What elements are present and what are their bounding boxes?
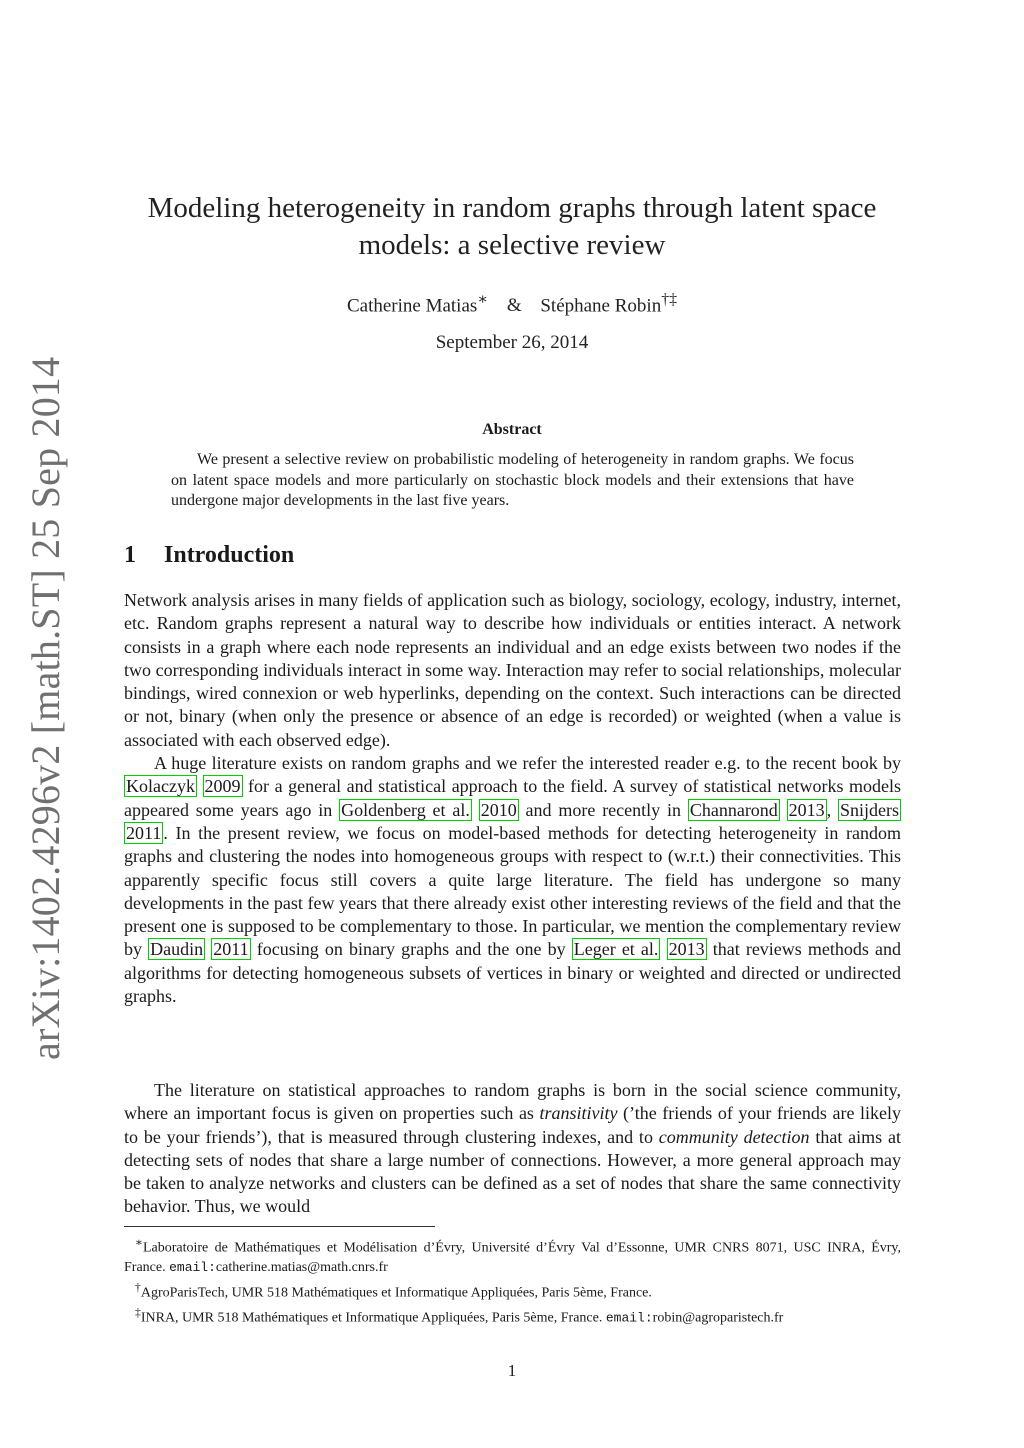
email-label: email:	[605, 1310, 653, 1326]
title-line-1: Modeling heterogeneity in random graphs through latent space	[147, 192, 877, 224]
citation-link-snijders[interactable]: Snijders	[840, 799, 900, 820]
abstract-text: We present a selective review on probabilistic modeling of heterogeneity in random graphs. We focus on latent space models and more particularly on stochastic block models and their extensions that have undergone major developments in the last five years.	[171, 451, 854, 509]
text-span: . In the present review, we focus on model-based methods for detecting heterogeneity in random graphs and clustering the nodes into homogeneous groups with respect to (w.r.t.) their connectivities. This apparently specific focus still covers a quite large literature. The field has undergone so many developments in the past few years that there already exist other interesting reviews of the field and that the present one is supposed to be complementary to those. In particular, we mention the complementary review by	[124, 822, 901, 960]
citation-link-channarond[interactable]: Channarond	[689, 799, 778, 820]
paragraph-2	[124, 752, 901, 1008]
author-robin-mark: †‡	[661, 291, 678, 308]
author-matias: Catherine Matias	[346, 295, 478, 317]
text-span: and more recently in	[518, 799, 688, 820]
citation-year-link-kolaczyk[interactable]: 2009	[204, 776, 241, 797]
citation-link-goldenberg[interactable]: Goldenberg et al.	[341, 799, 470, 820]
footnote-3	[124, 1303, 901, 1328]
section-heading	[124, 542, 294, 569]
author-matias-mark: ∗	[477, 291, 489, 308]
footnote-2	[124, 1278, 901, 1303]
paragraph-3-block	[124, 1079, 901, 1219]
title-line-2: models: a selective review	[358, 229, 666, 261]
arxiv-identifier: arXiv:1402.4296v2 [math.ST] 25 Sep 2014	[23, 356, 68, 1060]
citation-link-leger[interactable]: Leger et al.	[573, 939, 659, 960]
footnote-1	[124, 1233, 901, 1278]
footnotes	[124, 1233, 901, 1328]
email-address[interactable]: robin@agroparistech.fr	[652, 1310, 784, 1326]
footnote-mark: ‡	[135, 1305, 141, 1319]
paragraph-1: Network analysis arises in many fields of application such as biology, sociology, ecology, industry, internet, etc. Random graphs represent a natural way to describe how individuals or entities interact. A network consists in a graph where each node represents an individual and an edge exists between two nodes if the two corresponding individuals interact in some way. Interaction may refer to social relationships, molecular bindings, wired connexion or web hyperlinks, depending on the context. Such interactions can be directed or not, binary (when only the presence or absence of an edge is recorded) or weighted (when a value is associated with each observed edge).	[124, 590, 901, 750]
text-span: that reviews methods and algorithms for detecting homogeneous subsets of vertices in binary or weighted and directed or undirected graphs.	[124, 939, 902, 1007]
abstract-heading: Abstract	[482, 421, 542, 438]
paper-date: September 26, 2014	[435, 332, 589, 353]
footnote-text: AgroParisTech, UMR 518 Mathématiques et Informatique Appliquées, Paris 5ème, France.	[140, 1285, 652, 1301]
email-label: email:	[169, 1260, 216, 1276]
footnote-mark: ∗	[135, 1236, 143, 1249]
text-span: A huge literature exists on random graphs and we refer the interested reader e.g. to the recent book by	[154, 753, 901, 774]
citation-year-link-channarond[interactable]: 2013	[788, 799, 825, 820]
citation-year-link-daudin[interactable]: 2011	[213, 939, 249, 960]
author-separator: &	[506, 295, 522, 317]
email-address[interactable]: catherine.matias@math.cnrs.fr	[215, 1260, 388, 1276]
author-robin: Stéphane Robin	[540, 295, 662, 317]
section-number: 1	[124, 542, 136, 568]
author-list	[0, 289, 1024, 317]
text-span: focusing on binary graphs and the one by	[250, 939, 572, 960]
text-span: ,	[826, 799, 838, 820]
text-span: The literature on statistical approaches to random graphs is born in the social science community, where an important focus is given on properties such as	[124, 1080, 901, 1124]
paper-title	[0, 190, 1024, 264]
citation-year-link-goldenberg[interactable]: 2010	[480, 799, 517, 820]
paragraph-3	[124, 1079, 901, 1219]
section-title: Introduction	[164, 542, 295, 568]
intro-body	[124, 589, 901, 1008]
emphasis-transitivity: transitivity	[539, 1103, 618, 1124]
text-span: (’the friends of your friends are likely to be your friends’), that is measured through clustering indexes, and to	[124, 1103, 901, 1147]
citation-year-link-snijders[interactable]: 2011	[126, 822, 162, 843]
text-span: that aims at detecting sets of nodes that share a large number of connections. However, a more general approach may be taken to analyze networks and clusters can be defined as a set of nodes that share the same connectivity behavior. Thus, we would	[124, 1126, 901, 1217]
citation-year-link-leger[interactable]: 2013	[668, 939, 705, 960]
footnote-mark: †	[135, 1280, 141, 1294]
page-number: 1	[507, 1361, 517, 1380]
text-span: for a general and statistical approach to the field. A survey of statistical networks models appeared some years ago in	[124, 776, 901, 820]
citation-link-kolaczyk[interactable]: Kolaczyk	[126, 776, 195, 797]
emphasis-community-detection: community detection	[658, 1126, 810, 1147]
footnote-divider	[124, 1226, 435, 1227]
citation-link-daudin[interactable]: Daudin	[150, 939, 204, 960]
footnote-text: Laboratoire de Mathématiques et Modélisation d’Évry, Université d’Évry Val d’Essonne, UMR CNRS 8071, USC INRA, Évry, France.	[124, 1240, 901, 1276]
footnote-text: INRA, UMR 518 Mathématiques et Informatique Appliquées, Paris 5ème, France.	[140, 1310, 606, 1326]
